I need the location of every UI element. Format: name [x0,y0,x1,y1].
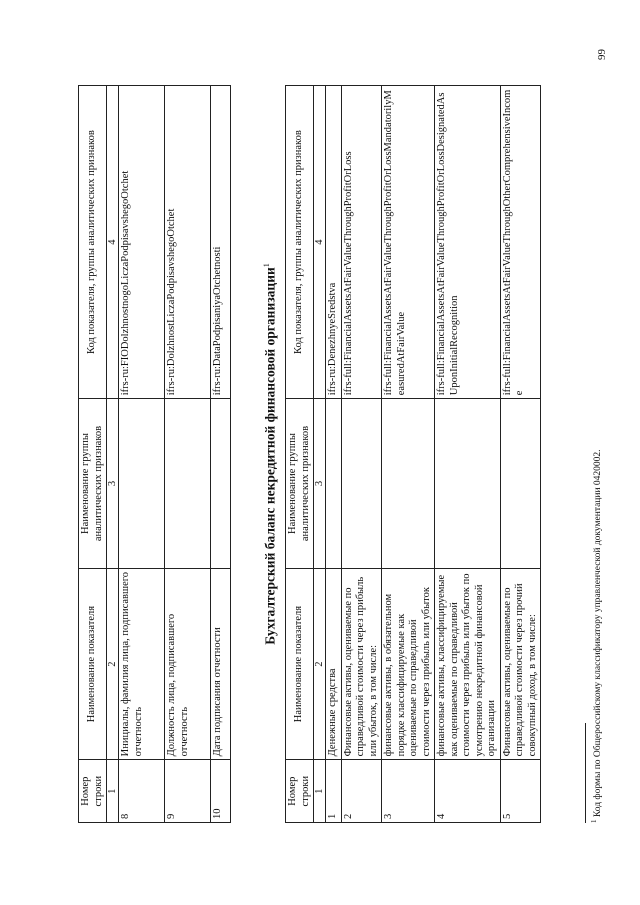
indicator-code: ifrs-full:FinancialAssetsAtFairValueThroughProfitOrLoss [341,86,382,399]
group-name [165,399,211,569]
col-header: Наименование группы аналитических признаков [79,399,107,569]
indicator-code: ifrs-ru:DolzhnostLiczaPodpisavshegoOtchet [165,86,211,399]
table-row [500,86,541,823]
row-number: 3 [382,760,435,823]
row-number: 9 [165,760,211,823]
indicator-name: финансовые активы, классифицируемые как оцениваемые по справедливой стоимости через прибыль или убыток по усмотрению некредитной финансовой организации [435,568,501,760]
col-number: 4 [314,86,326,399]
indicator-name: Инициалы, фамилия лица, подписавшего отчетность [119,568,165,760]
indicator-code: ifrs-full:FinancialAssetsAtFairValueThroughProfitOrLossDesignatedAsUponInitialRecognition [435,86,501,399]
group-name [382,399,435,569]
col-number: 2 [314,568,326,760]
indicator-code: ifrs-full:FinancialAssetsAtFairValueThroughProfitOrLossMandatorilyMeasuredAtFairValue [382,86,435,399]
col-number: 2 [107,568,119,760]
column-number-row [107,86,119,823]
col-header: Наименование показателя [286,568,314,760]
table-row [119,86,165,823]
col-number: 1 [107,760,119,823]
indicator-name: Финансовые активы, оцениваемые по справедливой стоимости через прочий совокупный доход, в том числе: [500,568,541,760]
table-header-row [286,86,314,823]
table-row [341,86,382,823]
group-name [211,399,231,569]
indicator-code: ifrs-ru:FIODolzhnostnogoLiczaPodpisavshegoOtchet [119,86,165,399]
group-name [341,399,382,569]
col-number: 4 [107,86,119,399]
row-number: 1 [326,760,342,823]
col-header: Наименование показателя [79,568,107,760]
col-header: Наименование группы аналитических признаков [286,399,314,569]
section-title: Бухгалтерский баланс некредитной финансовой организации$^1$ [262,263,278,645]
indicator-name: финансовые активы, в обязательном порядке классифицируемые как оцениваемые по справедливой стоимости через прибыль или убыток [382,568,435,760]
indicator-name: Должность лица, подписавшего отчетность [165,568,211,760]
col-number: 1 [314,760,326,823]
col-number: 3 [107,399,119,569]
indicator-name: Денежные средства [326,568,342,760]
group-name [326,399,342,569]
page-number: 99 [596,49,608,60]
indicator-code: ifrs-ru:DenezhnyeSredstva [326,86,342,399]
indicator-name: Финансовые активы, оцениваемые по справедливой стоимости через прибыль или убыток, в том числе: [341,568,382,760]
row-number: 2 [341,760,382,823]
table-header-row [79,86,107,823]
group-name [435,399,501,569]
row-number: 5 [500,760,541,823]
group-name [500,399,541,569]
table-row [326,86,342,823]
table-row [211,86,231,823]
footnote: $^1$ Код формы по Общероссийскому классификатору управленческой документации 0420002. [590,449,604,823]
row-number: 10 [211,760,231,823]
balance-sheet-table [285,85,541,823]
row-number: 4 [435,760,501,823]
col-header: Номер строки [79,760,107,823]
column-number-row [314,86,326,823]
indicator-code: ifrs-ru:DataPodpisaniyaOtchetnosti [211,86,231,399]
group-name [119,399,165,569]
table-row [382,86,435,823]
table-row [435,86,501,823]
indicator-name: Дата подписания отчетности [211,568,231,760]
row-number: 8 [119,760,165,823]
indicator-code: ifrs-full:FinancialAssetsAtFairValueThroughOtherComprehensiveIncome [500,86,541,399]
indicator-table-continued [78,85,231,823]
col-header: Номер строки [286,760,314,823]
col-header: Код показателя, группы аналитических признаков [79,86,107,399]
footnote-divider [585,723,586,823]
col-header: Код показателя, группы аналитических признаков [286,86,314,399]
table-row [165,86,211,823]
col-number: 3 [314,399,326,569]
